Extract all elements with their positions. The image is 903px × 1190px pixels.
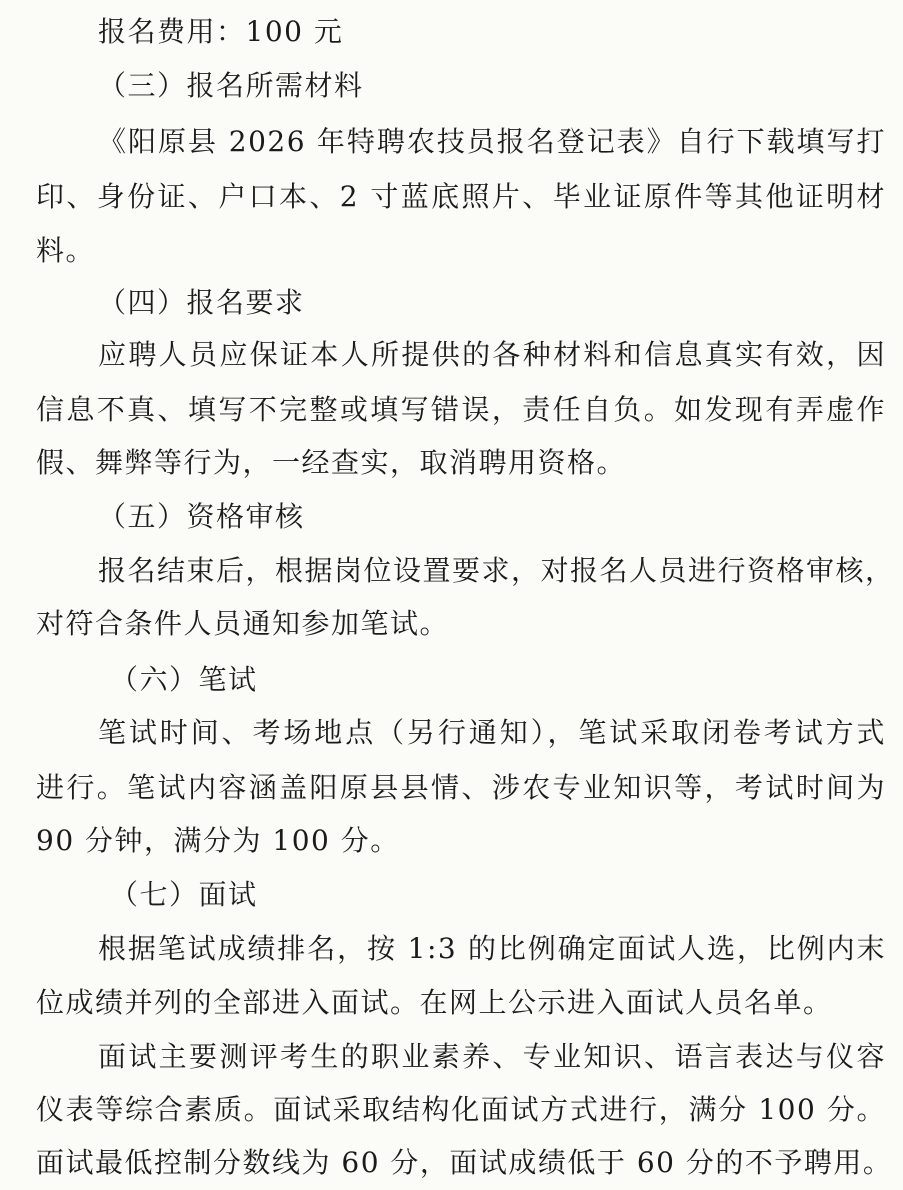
- paragraph-line: 仪表等综合素质。面试采取结构化面试方式进行，满分 100 分。: [36, 1093, 886, 1126]
- paragraph-line: 印、身份证、户口本、2 寸蓝底照片、毕业证原件等其他证明材: [36, 180, 886, 213]
- paragraph-line: 面试最低控制分数线为 60 分，面试成绩低于 60 分的不予聘用。: [36, 1146, 893, 1179]
- paragraph-line: 《阳原县 2026 年特聘农技员报名登记表》自行下载填写打: [98, 125, 886, 158]
- paragraph-line: 应聘人员应保证本人所提供的各种材料和信息真实有效，因: [98, 338, 886, 371]
- paragraph-line: 报名结束后，根据岗位设置要求，对报名人员进行资格审核，: [98, 554, 895, 587]
- section-heading-written-exam: （六）笔试: [110, 663, 258, 696]
- paragraph-line: 料。: [36, 234, 96, 267]
- paragraph-line: 进行。笔试内容涵盖阳原县县情、涉农专业知识等，考试时间为: [36, 771, 886, 804]
- paragraph-line: 面试主要测评考生的职业素养、专业知识、语言表达与仪容: [98, 1040, 886, 1073]
- paragraph-line: 90 分钟，满分为 100 分。: [36, 824, 400, 857]
- paragraph-line: 根据笔试成绩排名，按 1:3 的比例确定面试人选，比例内末: [98, 932, 886, 965]
- paragraph-line: 笔试时间、考场地点（另行通知），笔试采取闭卷考试方式: [98, 716, 886, 749]
- section-heading-requirements: （四）报名要求: [98, 286, 305, 319]
- section-heading-materials: （三）报名所需材料: [98, 69, 364, 102]
- registration-fee-line: 报名费用：100 元: [98, 15, 344, 48]
- paragraph-line: 假、舞弊等行为，一经查实，取消聘用资格。: [36, 446, 627, 479]
- paragraph-line: 对符合条件人员通知参加笔试。: [36, 607, 450, 640]
- section-heading-interview: （七）面试: [110, 878, 258, 911]
- paragraph-line: 信息不真、填写不完整或填写错误，责任自负。如发现有弄虚作: [36, 393, 886, 426]
- paragraph-line: 位成绩并列的全部进入面试。在网上公示进入面试人员名单。: [36, 986, 833, 1019]
- section-heading-qualification-review: （五）资格审核: [98, 500, 305, 533]
